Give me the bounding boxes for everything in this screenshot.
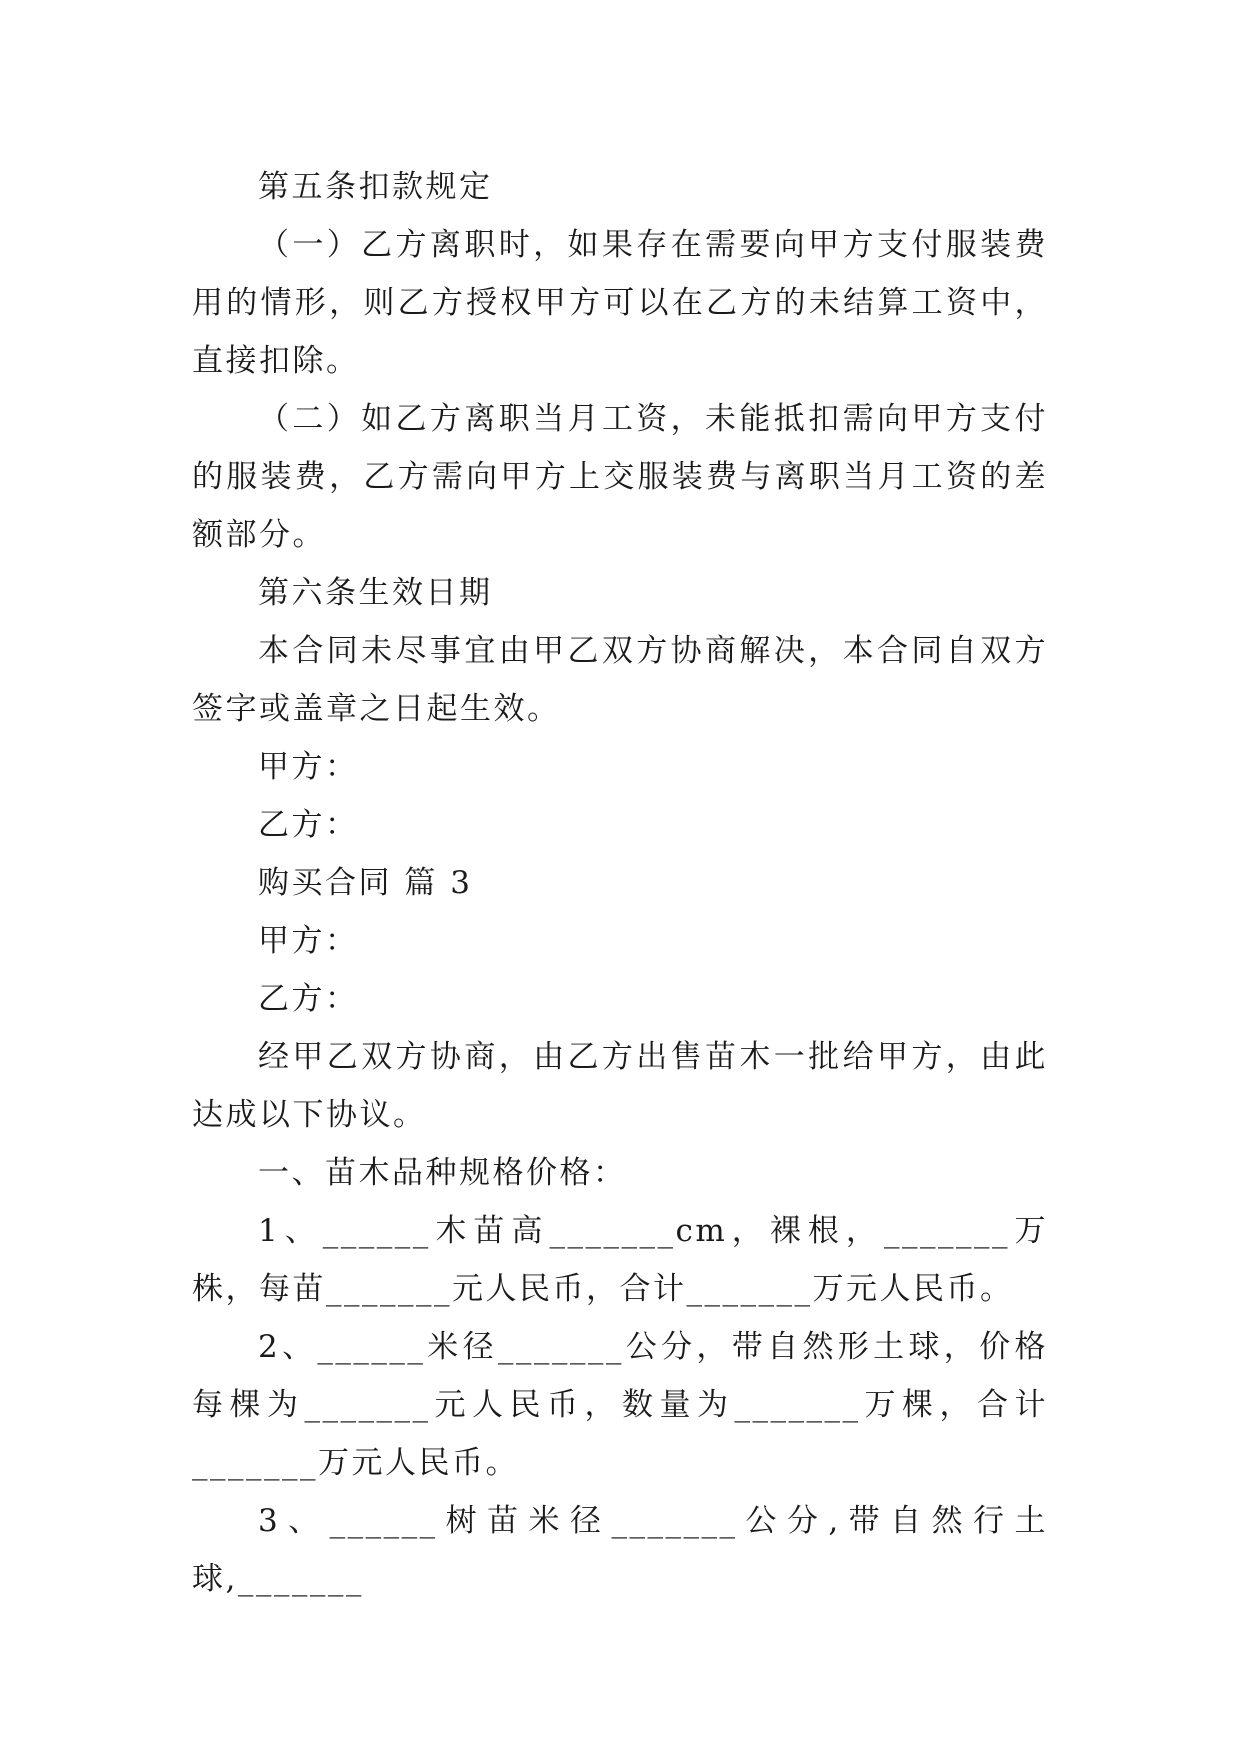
contract-3-preamble: 经甲乙双方协商，由乙方出售苗木一批给甲方，由此达成以下协议。	[192, 1039, 1048, 1133]
contract-3-party-b: 乙方：	[258, 981, 359, 1017]
contract-3-title: 购买合同 篇 3	[258, 865, 473, 901]
party-b-signature-line: 乙方：	[258, 807, 359, 843]
section-1-heading: 一、苗木品种规格价格：	[258, 1155, 627, 1191]
article-5-heading: 第五条扣款规定	[258, 169, 493, 205]
party-a-signature-line: 甲方：	[258, 749, 359, 785]
item-2: 2、______米径_______公分，带自然形土球，价格每棵为_______元人民币，数量为_______万棵，合计_______万元人民币。	[192, 1329, 1048, 1481]
article-5-clause-2: （二）如乙方离职当月工资，未能抵扣需向甲方支付的服装费，乙方需向甲方上交服装费与离职当月工资的差额部分。	[192, 401, 1048, 553]
article-5-clause-1: （一）乙方离职时，如果存在需要向甲方支付服装费用的情形，则乙方授权甲方可以在乙方的未结算工资中，直接扣除。	[192, 227, 1048, 379]
article-6-body: 本合同未尽事宜由甲乙双方协商解决，本合同自双方签字或盖章之日起生效。	[192, 633, 1048, 727]
item-1: 1、______木苗高_______cm，裸根，_______万株，每苗_______元人民币，合计_______万元人民币。	[192, 1213, 1048, 1307]
document-page	[192, 158, 1048, 1608]
item-3: 3、______树苗米径_______公分,带自然行土球,_______	[192, 1503, 1048, 1597]
article-6-heading: 第六条生效日期	[258, 575, 493, 611]
contract-3-party-a: 甲方：	[258, 923, 359, 959]
